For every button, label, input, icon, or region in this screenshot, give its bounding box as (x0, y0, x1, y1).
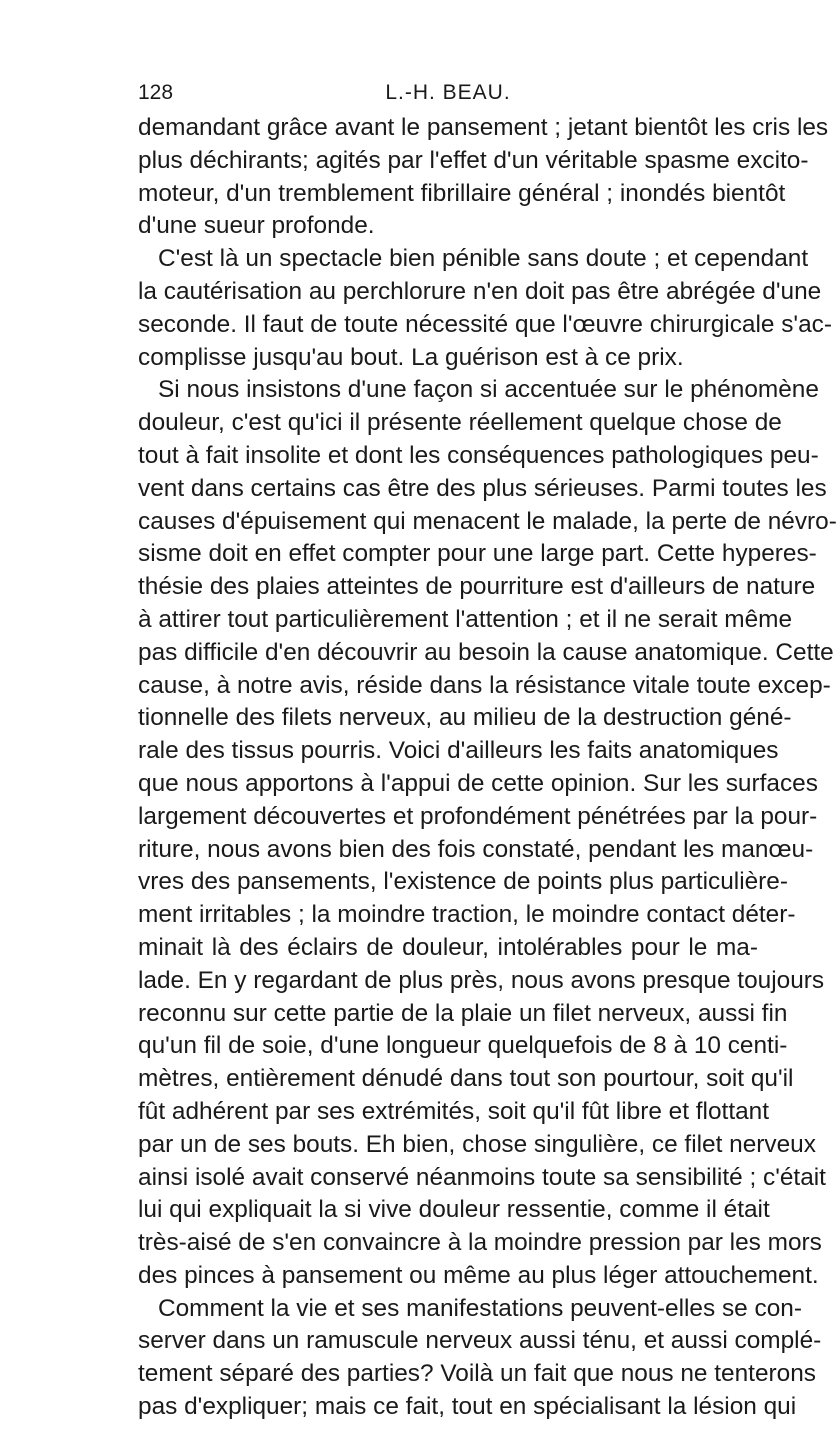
text-line: demandant grâce avant le pansement ; jetant bientôt les cris les (138, 114, 829, 141)
text-line: mètres, entièrement dénudé dans tout son pourtour, soit qu'il (138, 1065, 794, 1093)
text-line: thésie des plaies atteintes de pourriture est d'ailleurs de nature (138, 573, 816, 601)
text-line: reconnu sur cette partie de la plaie un filet nerveux, aussi fin (138, 999, 788, 1027)
text-line: pas difficile d'en découvrir au besoin la cause anatomique. Cette (138, 638, 834, 666)
text-line: C'est là un spectacle bien pénible sans doute ; et cependant (158, 245, 809, 273)
text-line: que nous apportons à l'appui de cette opinion. Sur les surfaces (138, 769, 818, 797)
text-line: riture, nous avons bien des fois constaté, pendant les manœu- (138, 835, 814, 863)
text-line: complisse jusqu'au bout. La guérison est à ce prix. (138, 343, 684, 371)
page-number: 128 (138, 81, 174, 104)
text-line: tout à fait insolite et dont les conséquences pathologiques peu- (138, 441, 819, 469)
text-line: server dans un ramuscule nerveux aussi ténu, et aussi complé- (138, 1327, 822, 1355)
text-line: rale des tissus pourris. Voici d'ailleurs les faits anatomiques (138, 737, 779, 765)
text-line: ainsi isolé avait conservé néanmoins toute sa sensibilité ; c'était (138, 1163, 826, 1191)
text-line: tement séparé des parties? Voilà un fait que nous ne tenterons (138, 1360, 816, 1388)
body-text (138, 112, 837, 1424)
text-line: pas d'expliquer; mais ce fait, tout en spécialisant la lésion qui (138, 1393, 797, 1421)
text-line: tionnelle des filets nerveux, au milieu de la destruction géné- (138, 704, 792, 732)
text-line: cause, à notre avis, réside dans la résistance vitale toute excep- (138, 671, 831, 699)
text-line: fût adhérent par ses extrémités, soit qu'il fût libre et flottant (138, 1097, 770, 1125)
text-line: à attirer tout particulièrement l'attention ; et il ne serait même (138, 605, 793, 633)
text-line: très-aisé de s'en convaincre à la moindre pression par les mors (138, 1229, 822, 1257)
text-line: plus déchirants; agités par l'effet d'un véritable spasme excito- (138, 146, 809, 174)
text-line: causes d'épuisement qui menacent le malade, la perte de névro- (138, 507, 837, 535)
text-line: lui qui expliquait la si vive douleur ressentie, comme il était (138, 1196, 770, 1224)
text-line: par un de ses bouts. Eh bien, chose singulière, ce filet nerveux (138, 1130, 816, 1158)
text-line: seconde. Il faut de toute nécessité que l'œuvre chirurgicale s'ac- (138, 310, 832, 338)
text-line: minait là des éclairs de douleur, intolérables pour le ma- (138, 933, 758, 961)
text-line: ment irritables ; la moindre traction, le moindre contact déter- (138, 901, 796, 929)
text-line: lade. En y regardant de plus près, nous avons presque toujours (138, 966, 825, 994)
text-line: douleur, c'est qu'ici il présente réellement quelque chose de (138, 409, 782, 437)
text-line: vent dans certains cas être des plus sérieuses. Parmi toutes les (138, 474, 827, 502)
text-line: qu'un fil de soie, d'une longueur quelquefois de 8 à 10 centi- (138, 1032, 788, 1060)
text-line: Si nous insistons d'une façon si accentuée sur le phénomène (158, 376, 819, 404)
running-title: L.-H. BEAU. (385, 81, 511, 104)
running-head (138, 76, 758, 110)
text-line: largement découvertes et profondément pénétrées par la pour- (138, 802, 818, 830)
text-line: des pinces à pansement ou même au plus léger attouchement. (138, 1261, 819, 1289)
text-line: vres des pansements, l'existence de points plus particulière- (138, 868, 788, 896)
text-line: sisme doit en effet compter pour une large part. Cette hyperes- (138, 540, 817, 568)
text-line: Comment la vie et ses manifestations peuvent-elles se con- (158, 1294, 802, 1322)
text-line: la cautérisation au perchlorure n'en doit pas être abrégée d'une (138, 277, 822, 305)
text-line: d'une sueur profonde. (138, 212, 375, 240)
text-line: moteur, d'un tremblement fibrillaire général ; inondés bientôt (138, 179, 786, 207)
